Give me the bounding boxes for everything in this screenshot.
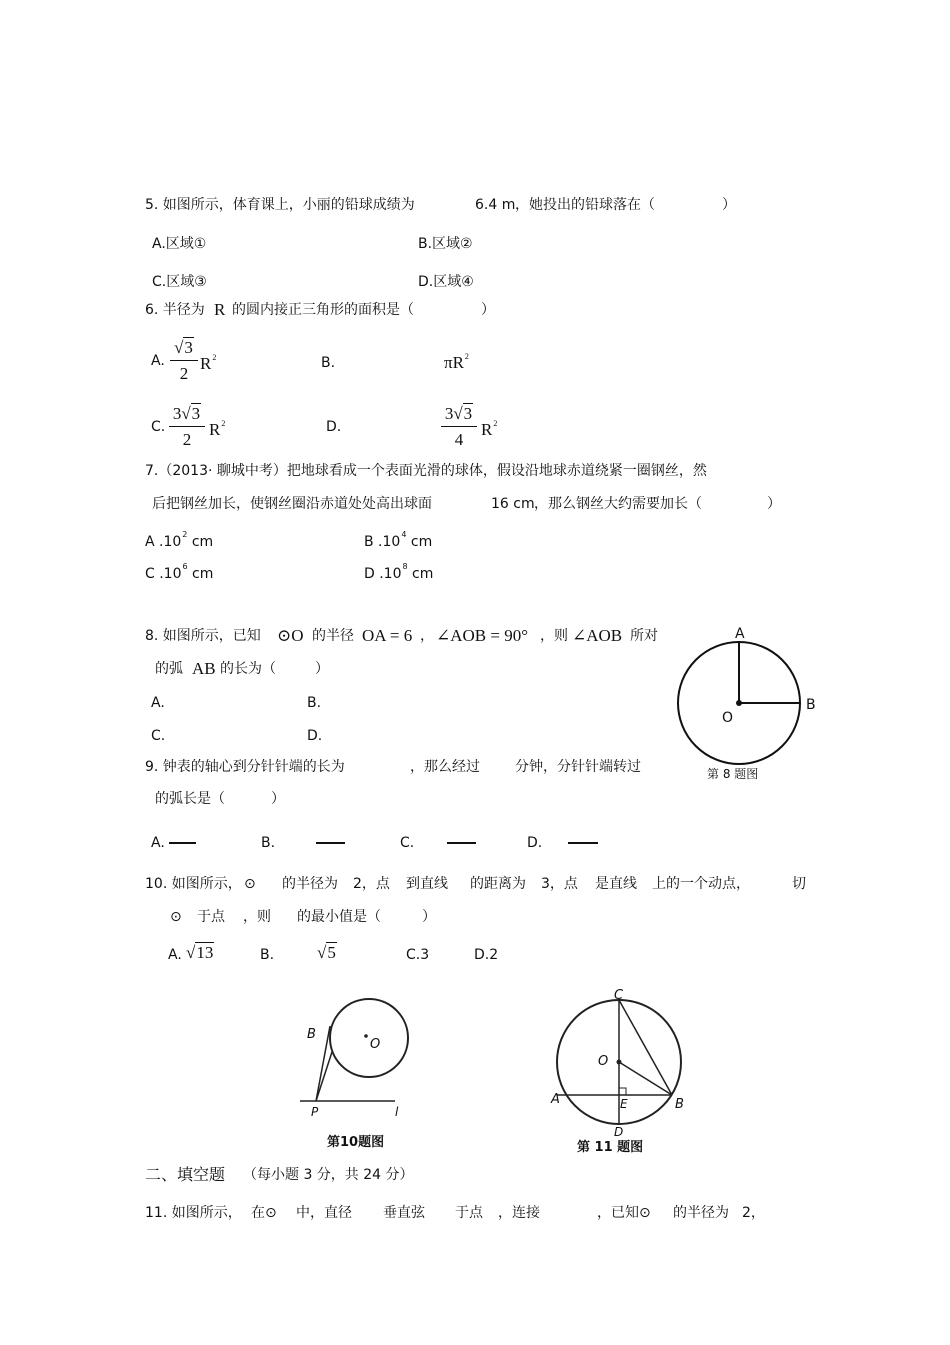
fig8-label-o: O xyxy=(722,710,734,726)
fig8-caption: 第 8 题图 xyxy=(707,767,759,781)
radicand: 3 xyxy=(184,338,193,357)
section-note: （每小题 3 分，共 24 分） xyxy=(243,1167,414,1183)
figure-8-diagram xyxy=(660,620,830,780)
unit: cm xyxy=(191,534,214,550)
fig11-label-c: C xyxy=(614,988,624,1003)
fig10-label-o: O xyxy=(370,1037,381,1052)
q10-part-c: 2，点 xyxy=(353,876,390,892)
segment-cb xyxy=(619,1000,672,1095)
q8-option-d[interactable]: D. xyxy=(307,728,323,744)
q8-option-a[interactable]: A. xyxy=(151,695,165,711)
q8-circle-o: ⊙O xyxy=(277,626,304,645)
q8-option-b[interactable]: B. xyxy=(307,695,322,711)
q10-part-e: 的距离为 xyxy=(470,876,526,892)
q9-option-c[interactable]: C. xyxy=(400,835,415,851)
q10-option-c[interactable]: C.3 xyxy=(406,947,430,963)
section-title: 二、填空题 xyxy=(145,1165,226,1184)
q8-part-a: 8. 如图所示，已知 xyxy=(145,628,261,644)
q11-part-d: 垂直弦 xyxy=(383,1205,425,1221)
base: C .10 xyxy=(145,566,182,582)
q6-option-a-label[interactable]: A. xyxy=(151,353,165,369)
q8-line2a: 的弧 xyxy=(155,661,183,677)
exponent: 8 xyxy=(402,562,408,571)
q5-stem: 5. 如图所示，体育课上，小丽的铅球成绩为 xyxy=(145,197,415,213)
circle-o xyxy=(330,999,408,1077)
q9-option-d-fraction-bar xyxy=(568,842,598,844)
q11-part-f: ，连接 xyxy=(498,1205,540,1221)
q10-part-d: 到直线 xyxy=(406,876,448,892)
q10-part-h: 上的一个动点， xyxy=(652,876,750,892)
q10-option-b[interactable]: B. xyxy=(260,947,275,963)
q7-option-b[interactable] xyxy=(364,531,432,549)
q8-part-c: ， xyxy=(420,628,434,644)
q5-option-b[interactable]: B.区域② xyxy=(418,236,473,252)
q9-option-b[interactable]: B. xyxy=(261,835,276,851)
q10-line2-c: ，则 xyxy=(243,909,271,925)
q9-part-b: ，那么经过 xyxy=(410,759,480,775)
radicand: 13 xyxy=(196,943,214,962)
q8-part-d: ，则 xyxy=(540,628,568,644)
right-angle-mark xyxy=(619,1088,626,1095)
base: D .10 xyxy=(364,566,402,582)
fig11-label-a: A xyxy=(551,1092,560,1107)
q6-var: R xyxy=(214,300,226,319)
fig10-label-p: P xyxy=(311,1105,319,1119)
q9-close: ） xyxy=(271,791,285,807)
q5-tail: ，她投出的铅球落在（ xyxy=(515,197,655,213)
q8-eq2: ∠AOB = 90° xyxy=(436,626,529,645)
denominator: 2 xyxy=(182,430,192,449)
denominator: 2 xyxy=(179,364,189,383)
r-symbol: R xyxy=(481,420,493,439)
q6-option-b-label[interactable]: B. xyxy=(321,355,336,371)
q10-line2-d: 的最小值是（ xyxy=(297,909,381,925)
q7-close: ） xyxy=(767,496,781,512)
unit: cm xyxy=(192,566,214,582)
unit: cm xyxy=(412,566,434,582)
sqrt-sign: √ xyxy=(453,404,463,423)
center-point xyxy=(364,1034,368,1038)
exponent: 2 xyxy=(464,352,469,361)
q10-part-i: 切 xyxy=(792,876,806,892)
q10-close: ） xyxy=(422,909,436,925)
q5-option-c[interactable]: C.区域③ xyxy=(152,274,207,290)
q10-part-g: 是直线 xyxy=(595,876,637,892)
q11-part-g: ，已知⊙ xyxy=(597,1205,651,1221)
q11-part-a: 11. 如图所示， xyxy=(145,1205,242,1221)
q9-part-a: 9. 钟表的轴心到分针针端的长为 xyxy=(145,759,345,775)
q6-option-d-label[interactable]: D. xyxy=(326,419,342,435)
q9-option-a[interactable]: A. xyxy=(151,835,165,851)
q9-option-b-fraction-bar xyxy=(316,842,345,844)
q7-option-d[interactable] xyxy=(364,563,433,581)
q9-part-c: 分钟，分针针端转过 xyxy=(515,759,641,775)
fig11-label-d: D xyxy=(614,1125,624,1139)
q9-option-a-fraction-bar xyxy=(169,842,196,844)
figure-11-diagram xyxy=(550,995,690,1135)
q6-tail: 的圆内接正三角形的面积是（ xyxy=(232,302,414,318)
q6-option-a-r xyxy=(200,354,216,372)
fig11-label-o: O xyxy=(598,1054,609,1069)
q11-part-c: 中，直径 xyxy=(296,1205,352,1221)
q7-line2a: 后把钢丝加长，使钢丝圈沿赤道处处高出球面 xyxy=(152,496,432,512)
pi-r: πR xyxy=(444,353,464,372)
q5-value: 6.4 m xyxy=(475,197,516,213)
coefficient: 3 xyxy=(444,404,454,423)
sqrt-sign: √ xyxy=(181,404,191,423)
exponent: 2 xyxy=(493,419,498,428)
q6-option-d-r xyxy=(481,420,497,438)
q7-line1: 7.（2013· 聊城中考）把地球看成一个表面光滑的球体，假设沿地球赤道绕紧一圈钢丝，然 xyxy=(145,463,707,479)
q5-close: ） xyxy=(722,197,736,213)
q10-part-f: 3，点 xyxy=(541,876,578,892)
segment-ob xyxy=(619,1062,672,1095)
q6-stem: 6. 半径为 xyxy=(145,302,205,318)
q6-option-d-fraction xyxy=(441,404,477,450)
q11-part-h: 的半径为 xyxy=(673,1205,729,1221)
r-symbol: R xyxy=(200,354,212,373)
q8-arc: AB xyxy=(192,659,216,678)
q10-option-a-value xyxy=(186,944,214,961)
sqrt-sign: √ xyxy=(186,943,196,962)
q6-close: ） xyxy=(481,302,495,318)
q8-close: ） xyxy=(315,661,329,677)
exponent: 6 xyxy=(182,562,188,571)
q11-part-i: 2， xyxy=(742,1205,765,1221)
q10-line2-b: 于点 xyxy=(197,909,225,925)
q8-line2b: 的长为（ xyxy=(220,661,276,677)
q11-part-b: 在⊙ xyxy=(251,1205,277,1221)
unit: cm xyxy=(410,534,433,550)
fig10-label-b: B xyxy=(307,1027,316,1042)
fig8-label-a: A xyxy=(735,626,745,642)
radicand: 5 xyxy=(327,943,336,962)
q6-option-c-r xyxy=(209,420,225,438)
q10-option-a[interactable]: A. xyxy=(168,947,182,963)
q10-line2-circle: ⊙ xyxy=(170,909,182,925)
q7-option-c[interactable] xyxy=(145,563,213,581)
figure-10-diagram xyxy=(295,990,435,1110)
q7-line2b: 16 cm xyxy=(491,496,535,512)
q7-line2c: ，那么钢丝大约需要加长（ xyxy=(534,496,702,512)
center-point xyxy=(736,700,742,706)
q5-option-d[interactable]: D.区域④ xyxy=(418,274,474,290)
q5-option-a[interactable]: A.区域① xyxy=(152,236,207,252)
q8-part-b: 的半径 xyxy=(312,628,354,644)
q8-option-c[interactable]: C. xyxy=(151,728,166,744)
exponent: 2 xyxy=(212,353,217,362)
q6-option-b-expr xyxy=(444,353,469,371)
q9-line2: 的弧长是（ xyxy=(155,791,225,807)
q8-angle: ∠AOB xyxy=(572,626,623,645)
q7-option-a[interactable] xyxy=(145,531,213,549)
exponent: 2 xyxy=(182,530,188,539)
q11-part-e: 于点 xyxy=(455,1205,483,1221)
q9-option-d[interactable]: D. xyxy=(527,835,543,851)
q10-option-b-value xyxy=(317,944,337,961)
denominator: 4 xyxy=(454,430,464,449)
q6-option-a-fraction xyxy=(170,338,198,384)
fig11-label-b: B xyxy=(675,1097,684,1112)
q8-part-e: 所对 xyxy=(630,628,658,644)
exponent: 4 xyxy=(401,530,407,539)
radicand: 3 xyxy=(463,404,473,423)
base: B .10 xyxy=(364,534,401,550)
fig10-caption: 第10题图 xyxy=(327,1135,385,1150)
q10-part-b: 的半径为 xyxy=(282,876,338,892)
sqrt-sign: √ xyxy=(317,943,327,962)
q9-option-c-fraction-bar xyxy=(447,842,476,844)
r-symbol: R xyxy=(209,420,221,439)
center-point xyxy=(617,1060,622,1065)
fig11-label-e: E xyxy=(620,1097,628,1111)
q8-eq1: OA = 6 xyxy=(362,626,413,645)
q10-circle: ⊙ xyxy=(244,876,256,892)
q6-option-c-label[interactable]: C. xyxy=(151,419,166,435)
coefficient: 3 xyxy=(172,404,182,423)
q10-part-a: 10. 如图所示， xyxy=(145,876,242,892)
fig11-caption: 第 11 题图 xyxy=(577,1140,644,1155)
radicand: 3 xyxy=(191,404,201,423)
fig10-label-l: l xyxy=(395,1105,399,1119)
q6-option-c-fraction xyxy=(169,404,205,450)
exponent: 2 xyxy=(221,419,226,428)
sqrt-sign: √ xyxy=(174,338,184,357)
q10-option-d[interactable]: D.2 xyxy=(474,947,499,963)
base: A .10 xyxy=(145,534,182,550)
fig8-label-b: B xyxy=(806,697,816,713)
